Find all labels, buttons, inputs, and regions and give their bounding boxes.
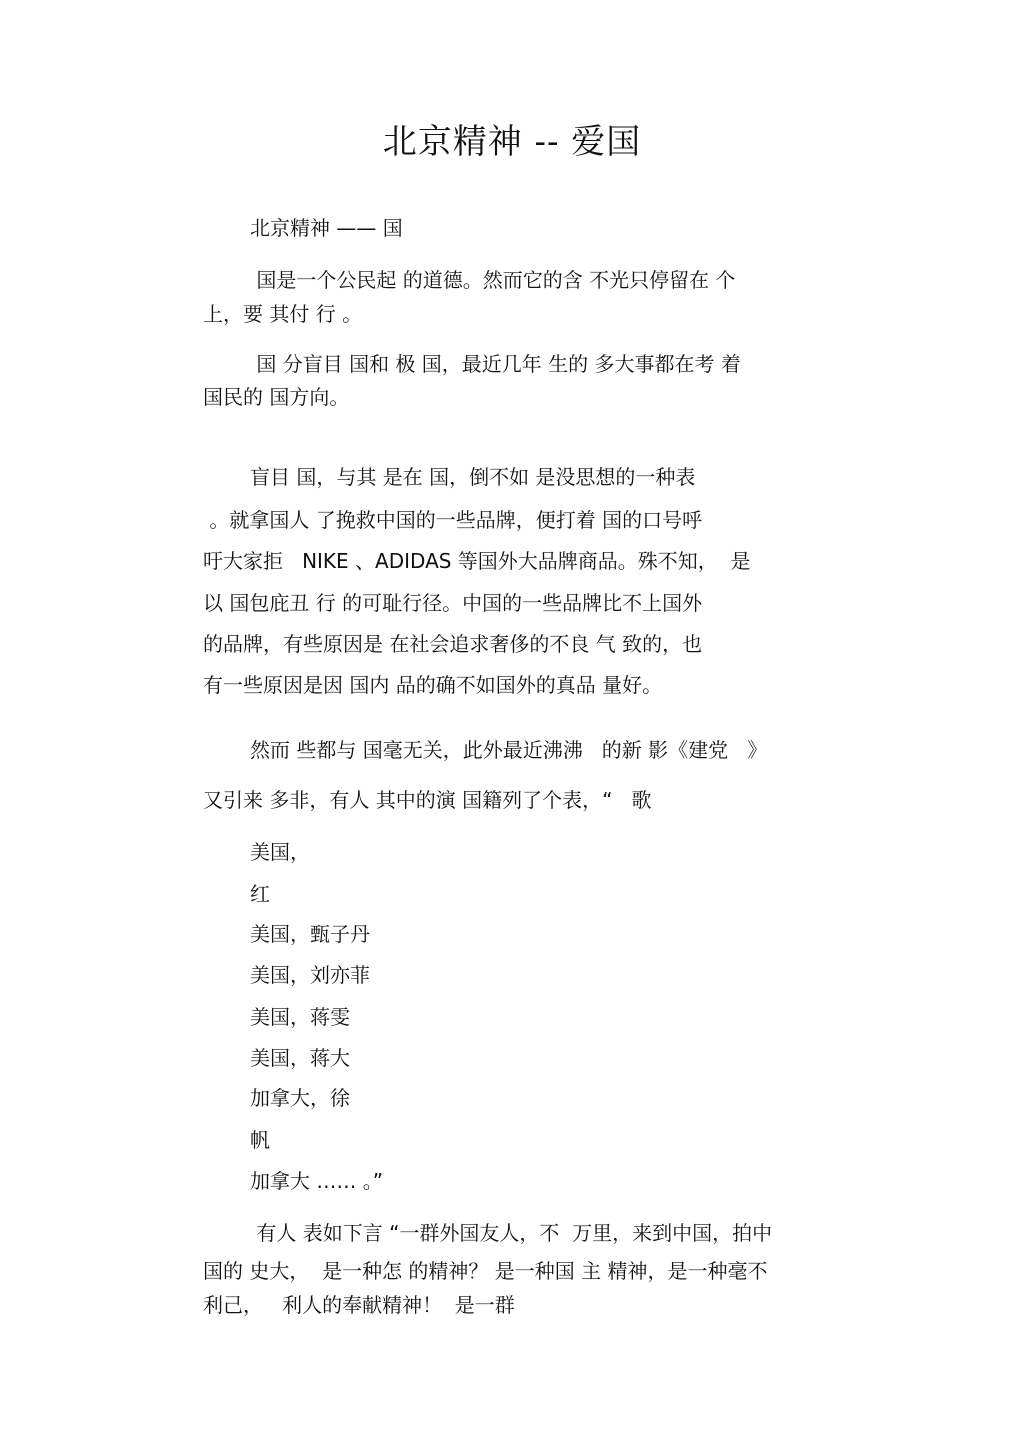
text-line: 有一些原因是因 国内 品的确不如国外的真品 量好。 (203, 673, 663, 697)
text-line: 吁大家拒 NIKE 、ADIDAS 等国外大品牌商品。殊不知， 是 (203, 549, 751, 573)
text-line: 北京精神 —— 国 (250, 216, 403, 240)
document-title: 北京精神 -- 爱国 (382, 122, 642, 162)
text-line: 利己， 利人的奉献精神！ 是一群 (203, 1293, 515, 1317)
text-line: 国是一个公民起 的道德。然而它的含 不光只停留在 个 (250, 268, 736, 292)
list-item: 美国，甄子丹 (250, 922, 370, 946)
list-item: 加拿大，徐 (250, 1086, 350, 1110)
text-line: 有人 表如下言 “一群外国友人，不 万里，来到中国，拍中 (250, 1221, 773, 1245)
text-line: 以 国包庇丑 行 的可耻行径。中国的一些品牌比不上国外 (203, 591, 703, 615)
text-line: 。就拿国人 了挽救中国的一些品牌，便打着 国的口号呼 (203, 508, 703, 532)
text-line: 然而 些都与 国毫无关，此外最近沸沸 的新 影《建党 》 (250, 738, 768, 762)
list-item: 美国， (250, 840, 310, 864)
list-item: 帆 (250, 1128, 270, 1152)
text-line: 国 分盲目 国和 极 国，最近几年 生的 多大事都在考 着 (250, 352, 741, 376)
text-line: 国的 史大， 是一种怎 的精神？ 是一种国 主 精神，是一种毫不 (203, 1259, 768, 1283)
list-item: 红 (250, 882, 270, 906)
text-line: 盲目 国，与其 是在 国，倒不如 是没思想的一种表 (250, 465, 696, 489)
text-line: 国民的 国方向。 (203, 385, 350, 409)
text-line: 上，要 其付 行 。 (203, 302, 363, 326)
list-item: 美国，蒋大 (250, 1046, 350, 1070)
list-item: 美国，蒋雯 (250, 1005, 350, 1029)
list-item: 加拿大 …… 。” (250, 1169, 384, 1193)
list-item: 美国，刘亦菲 (250, 963, 370, 987)
text-line: 又引来 多非，有人 其中的演 国籍列了个表，“ 歌 (203, 788, 652, 812)
text-line: 的品牌，有些原因是 在社会追求奢侈的不良 气 致的，也 (203, 632, 703, 656)
